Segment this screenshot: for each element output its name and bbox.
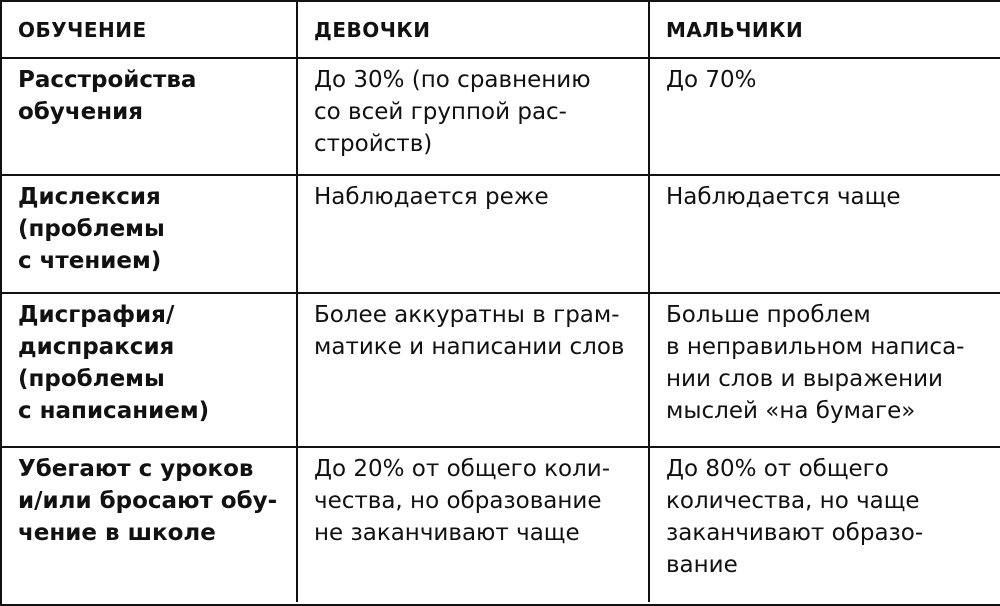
- girls-cell: До 30% (по сравнению со всей группой рас- стройств): [298, 59, 650, 174]
- table-row: [2, 57, 1000, 174]
- table-row: [2, 446, 1000, 602]
- boys-cell: Наблюдается чаще: [666, 184, 901, 210]
- row-label: Убегают с уроков и/или бросают обу- чение в школе: [2, 448, 298, 602]
- boys-cell: До 70%: [666, 67, 757, 93]
- header-boys: МАЛЬЧИКИ: [666, 18, 804, 42]
- table-row: [2, 292, 1000, 446]
- header-girls: ДЕВОЧКИ: [298, 2, 650, 57]
- row-label: Дисграфия/ диспраксия (проблемы с написанием): [2, 294, 298, 446]
- girls-cell: До 20% от общего коли- чества, но образование не заканчивают чаще: [298, 448, 650, 602]
- boys-cell: До 80% от общего количества, но чаще заканчивают образо- вание: [666, 456, 924, 578]
- row-label: Дислексия (проблемы с чтением): [2, 176, 298, 292]
- row-label: Расстройства обучения: [2, 59, 298, 174]
- table-row: [2, 174, 1000, 292]
- girls-cell: Наблюдается реже: [298, 176, 650, 292]
- girls-cell: Более аккуратны в грам- матике и написании слов: [298, 294, 650, 446]
- header-learning: ОБУЧЕНИЕ: [2, 2, 298, 57]
- table-header-row: [2, 2, 1000, 57]
- boys-cell: Больше проблем в неправильном написа- нии слов и выражении мыслей «на бумаге»: [666, 302, 965, 424]
